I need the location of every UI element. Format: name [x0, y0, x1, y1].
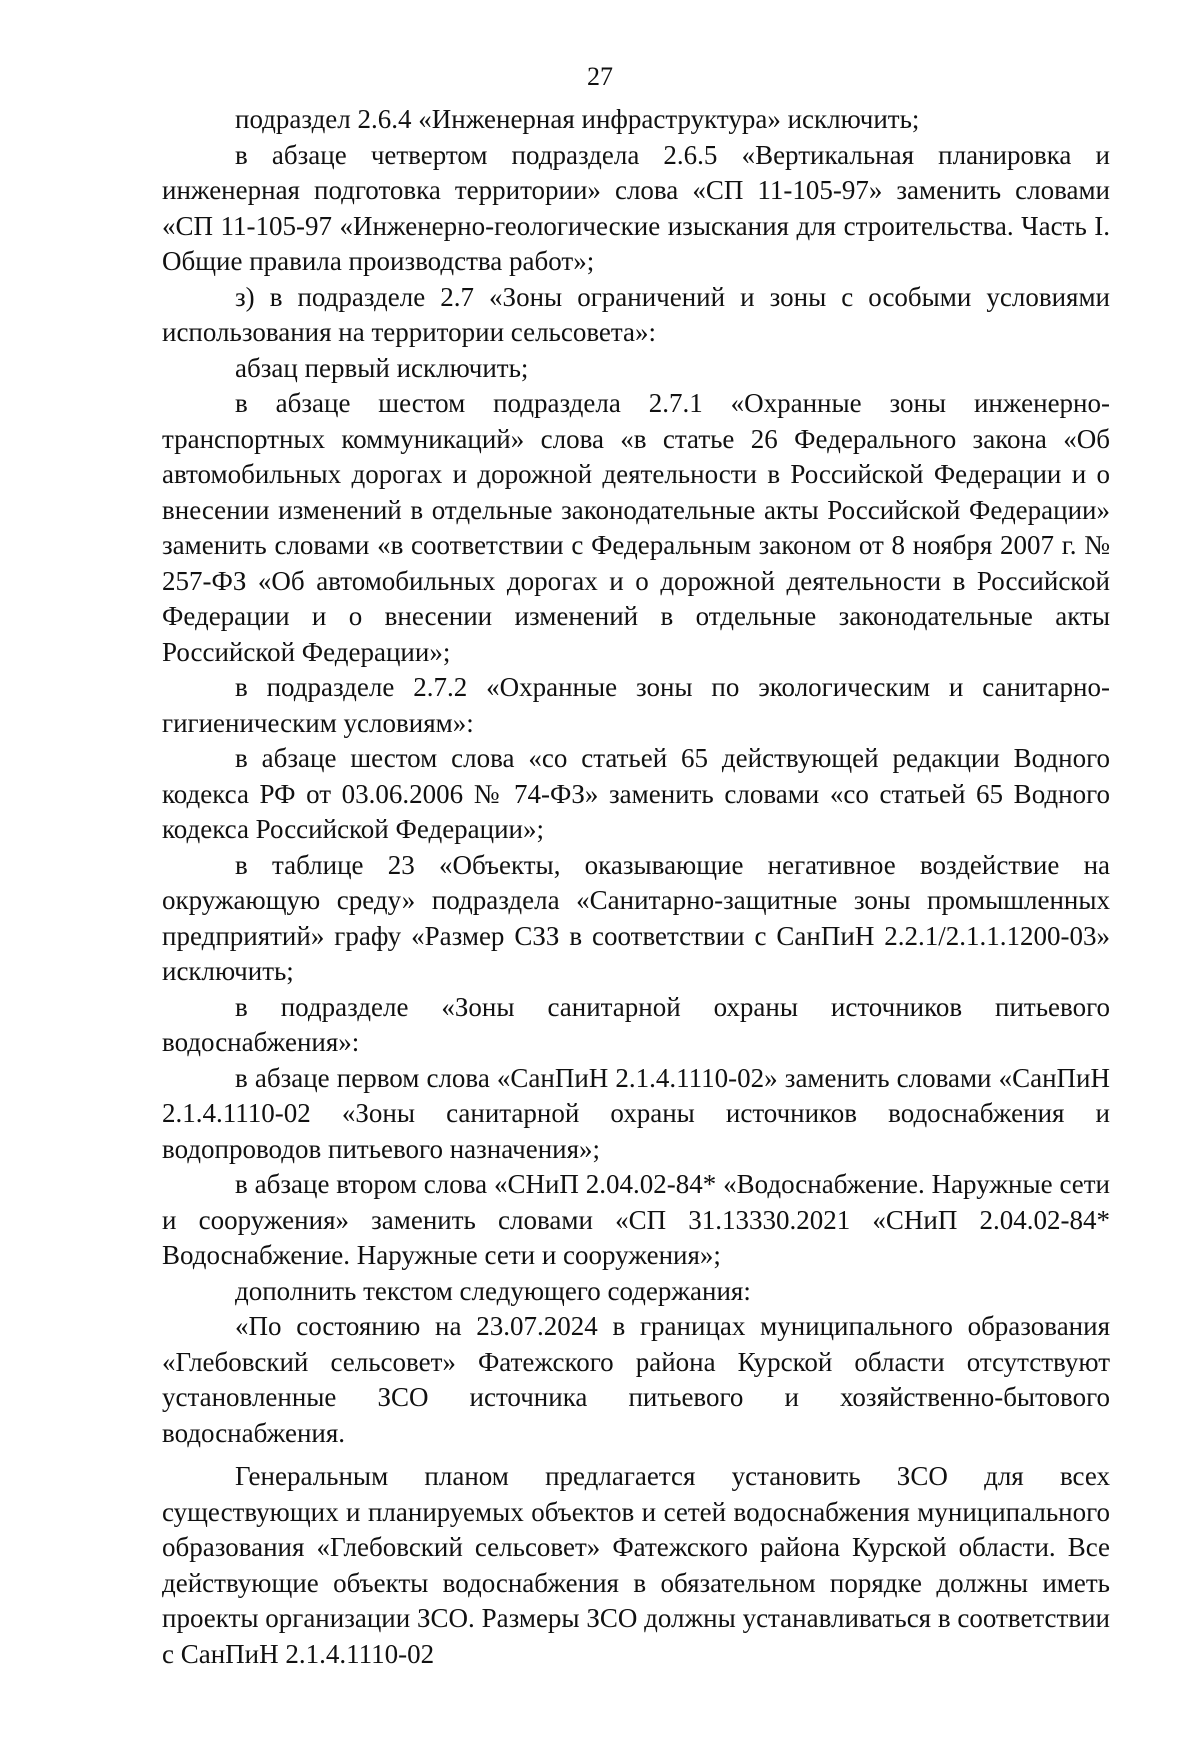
page-number: 27: [587, 62, 613, 91]
paragraph: в абзаце шестом слова «со статьей 65 действующей редакции Водного кодекса РФ от 03.06.2006 № 74-ФЗ» заменить словами «со статьей 65 Водного кодекса Российской Федерации»;: [162, 743, 1110, 844]
document-body: [162, 102, 1110, 1672]
paragraph: абзац первый исключить;: [235, 352, 529, 383]
paragraph: дополнить текстом следующего содержания:: [235, 1275, 751, 1306]
paragraph: в таблице 23 «Объекты, оказывающие негативное воздействие на окружающую среду» подраздела «Санитарно-защитные зоны промышленных предприятий» графу «Размер СЗЗ в соответствии с СанПиН 2.2.1/2.1.1.1200-03» исключить;: [162, 849, 1110, 986]
paragraph: подраздел 2.6.4 «Инженерная инфраструктура» исключить;: [235, 104, 920, 134]
paragraph: в подразделе «Зоны санитарной охраны источников питьевого водоснабжения»:: [162, 991, 1110, 1057]
paragraph: з) в подразделе 2.7 «Зоны ограничений и зоны с особыми условиями использования на территории сельсовета»:: [162, 281, 1110, 347]
paragraph: в абзаце втором слова «СНиП 2.04.02-84* «Водоснабжение. Наружные сети и сооружения» заменить словами «СП 31.13330.2021 «СНиП 2.04.02-84* Водоснабжение. Наружные сети и сооружения»;: [162, 1169, 1110, 1270]
paragraph: в абзаце шестом подраздела 2.7.1 «Охранные зоны инженерно-транспортных коммуникаций» слова «в статье 26 Федерального закона «Об автомобильных дорогах и дорожной деятельности в Российской Федерации и о внесении изменений в отдельные законодательные акты Российской Федерации» заменить словами «в соответствии с Федеральным законом от 8 ноября 2007 г. № 257-ФЗ «Об автомобильных дорогах и о дорожной деятельности в Российской Федерации и о внесении изменений в отдельные законодательные акты Российской Федерации»;: [162, 388, 1110, 667]
paragraph: Генеральным планом предлагается установить ЗСО для всех существующих и планируемых объектов и сетей водоснабжения муниципального образования «Глебовский сельсовет» Фатежского района Курской области. Все действующие объекты водоснабжения в обязательном порядке должны иметь проекты организации ЗСО. Размеры ЗСО должны устанавливаться в соответствии с СанПиН 2.1.4.1110-02: [162, 1461, 1110, 1669]
paragraph: в абзаце первом слова «СанПиН 2.1.4.1110-02» заменить словами «СанПиН 2.1.4.1110-02 «Зоны санитарной охраны источников водоснабжения и водопроводов питьевого назначения»;: [162, 1062, 1110, 1164]
paragraph: в подразделе 2.7.2 «Охранные зоны по экологическим и санитарно-гигиеническим условиям»:: [162, 672, 1110, 738]
paragraph: «По состоянию на 23.07.2024 в границах муниципального образования «Глебовский сельсовет» Фатежского района Курской области отсутствуют установленные ЗСО источника питьевого и хозяйственно-бытового водоснабжения.: [162, 1311, 1110, 1448]
paragraph: в абзаце четвертом подраздела 2.6.5 «Вертикальная планировка и инженерная подготовка территории» слова «СП 11-105-97» заменить словами «СП 11-105-97 «Инженерно-геологические изыскания для строительства. Часть I. Общие правила производства работ»;: [162, 139, 1110, 276]
